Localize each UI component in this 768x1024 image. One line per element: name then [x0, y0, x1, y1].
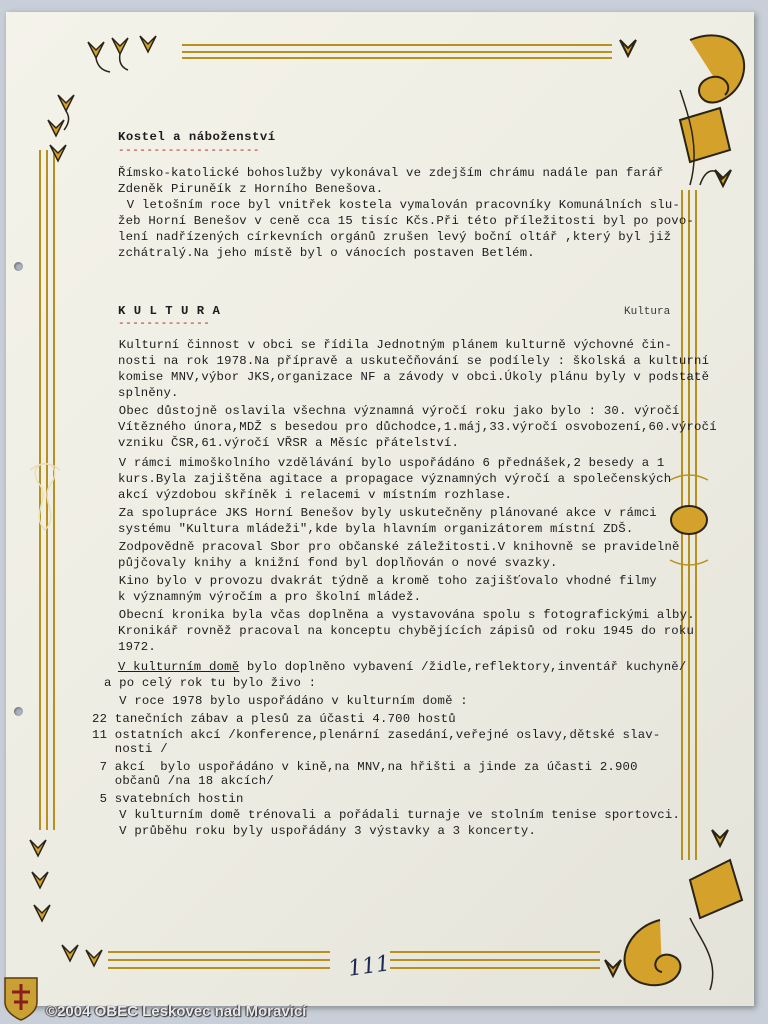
text-line: půjčovaly knihy a knižní fond byl doplňován o nové svazky.	[118, 556, 558, 570]
culture-house-label: V kulturním domě	[118, 660, 240, 674]
margin-note: Kultura	[624, 306, 671, 318]
text-line: 22 tanečních zábav a plesů za účasti 4.700 hostů	[92, 712, 456, 726]
text-line: Obecní kronika byla včas doplněna a vystavována spolu s fotografickými alby.	[96, 608, 695, 622]
text-line: nosti na rok 1978.Na přípravě a uskutečňování se podílely : školská a kulturní	[118, 354, 710, 368]
culture-house-rest: bylo doplněno vybavení /židle,reflektory,inventář kuchyně/	[239, 660, 687, 674]
text-line: 5 svatebních hostin	[92, 792, 244, 806]
section-underline: --------------------	[118, 145, 261, 157]
text-line: vzniku ČSR,61.výročí VŘSR a Měsíc přátelství.	[118, 436, 460, 450]
text-line: Kulturní činnost v obci se řídila Jednotným plánem kulturně výchovné čin-	[96, 338, 673, 352]
text-line: občanů /na 18 akcích/	[92, 774, 274, 788]
text-line: Za spolupráce JKS Horní Benešov byly uskutečněny plánované akce v rámci	[96, 506, 657, 520]
text-line: zchátralý.Na jeho místě byl o vánocích postaven Betlém.	[118, 246, 535, 260]
text-line: a po celý rok tu bylo živo :	[104, 676, 317, 690]
section-underline: -------------	[118, 318, 211, 330]
coat-of-arms-icon	[2, 974, 40, 1022]
section-title-church: Kostel a náboženství	[118, 130, 276, 144]
text-line: V letošním roce byl vnitřek kostela vymalován pracovníky Komunálních slu-	[104, 198, 681, 212]
text-line: Zodpovědně pracoval Sbor pro občanské záležitosti.V knihovně se pravidelně	[96, 540, 680, 554]
text-line: systému "Kultura mládeži",kde byla hlavním organizátorem místní ZDŠ.	[118, 522, 634, 536]
text-line: lení nadřízených církevních orgánů zrušen levý boční oltář ,který byl již	[118, 230, 672, 244]
text-line: kurs.Byla zajištěna agitace a propagace významných výročí a společenských	[118, 472, 672, 486]
text-line: akcí výzdobou skříněk i relacemi v místním rozhlase.	[118, 488, 513, 502]
text-line: Obec důstojně oslavila všechna významná výročí roku jako bylo : 30. výročí	[96, 404, 680, 418]
culture-house-line	[118, 660, 686, 674]
text-line: 7 akcí bylo uspořádáno v kině,na MNV,na hřišti a jinde za účasti 2.900	[92, 760, 638, 774]
text-line: V roce 1978 bylo uspořádáno v kulturním domě :	[104, 694, 468, 708]
text-line: 11 ostatních akcí /konference,plenární zasedání,veřejné oslavy,dětské slav-	[92, 728, 661, 742]
text-line: Kino bylo v provozu dvakrát týdně a kromě toho zajišťovalo vhodné filmy	[96, 574, 657, 588]
text-line: Zdeněk Piruněík z Horního Benešova.	[118, 182, 384, 196]
text-line: Římsko-katolické bohoslužby vykonával ve zdejším chrámu nadále pan farář	[118, 166, 664, 180]
text-line: komise MNV,výbor JKS,organizace NF a závody v obci.Úkoly plánu byly v podstatě	[118, 370, 710, 384]
section-title-culture: K U L T U R A	[118, 304, 221, 318]
page-number: 111	[346, 951, 392, 982]
text-line: V rámci mimoškolního vzdělávání bylo uspořádáno 6 přednášek,2 besedy a 1	[96, 456, 665, 470]
text-line: Kronikář rovněž pracoval na konceptu chybějících zápisů od roku 1945 do roku	[118, 624, 695, 638]
text-line: splněny.	[118, 386, 179, 400]
text-line: 1972.	[118, 640, 156, 654]
footer-copyright: ©2004 OBEC Leskovec nad Moravicí	[46, 1003, 307, 1020]
text-line: žeb Horní Benešov v ceně cca 15 tisíc Kčs.Při této příležitosti byl po povo-	[118, 214, 695, 228]
text-line: nosti /	[92, 742, 168, 756]
text-line: Vítězného února,MDŽ s besedou pro důchodce,1.máj,33.výročí osvobození,60.výročí	[118, 420, 717, 434]
text-line: V průběhu roku byly uspořádány 3 výstavky a 3 koncerty.	[104, 824, 537, 838]
text-line: V kulturním domě trénovali a pořádali turnaje ve stolním tenise sportovci.	[104, 808, 681, 822]
text-line: k významným výročím a pro školní mládež.	[118, 590, 422, 604]
